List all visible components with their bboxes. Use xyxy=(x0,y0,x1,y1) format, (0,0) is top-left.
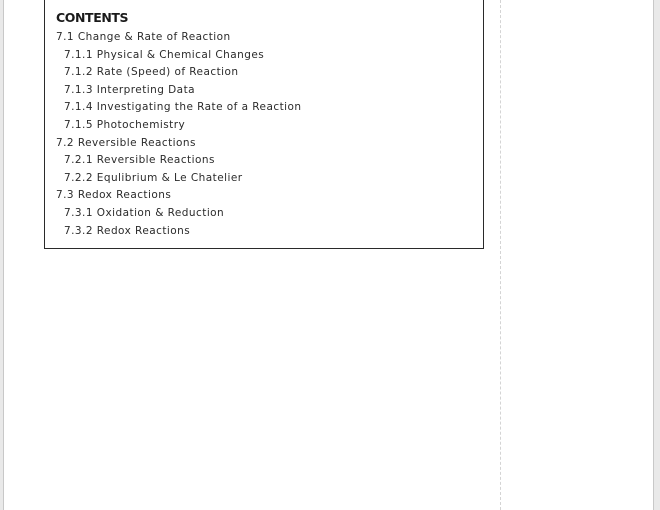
table-of-contents xyxy=(44,0,484,249)
toc-item-7-2[interactable]: 7.2 Reversible Reactions xyxy=(56,136,196,149)
toc-item-7-1-2[interactable]: 7.1.2 Rate (Speed) of Reaction xyxy=(64,66,239,79)
toc-item-7-3-1[interactable]: 7.3.1 Oxidation & Reduction xyxy=(64,206,225,219)
toc-item-7-1-3[interactable]: 7.1.3 Interpreting Data xyxy=(64,83,196,96)
toc-item-7-1[interactable]: 7.1 Change & Rate of Reaction xyxy=(56,31,231,43)
toc-item-7-2-1[interactable]: 7.2.1 Reversible Reactions xyxy=(64,154,215,167)
toc-item-7-3-2[interactable]: 7.3.2 Redox Reactions xyxy=(64,224,191,237)
toc-item-7-3[interactable]: 7.3 Redox Reactions xyxy=(56,189,172,202)
margin-guide xyxy=(500,0,501,510)
toc-list xyxy=(45,29,302,240)
toc-item-7-2-2[interactable]: 7.2.2 Equlibrium & Le Chatelier xyxy=(64,171,243,184)
toc-item-7-1-1[interactable]: 7.1.1 Physical & Chemical Changes xyxy=(64,48,265,61)
toc-item-7-1-5[interactable]: 7.1.5 Photochemistry xyxy=(64,118,186,131)
toc-item-7-1-4[interactable]: 7.1.4 Investigating the Rate of a Reaction xyxy=(64,101,302,114)
toc-title: CONTENTS xyxy=(56,10,129,25)
document-page xyxy=(3,0,654,510)
